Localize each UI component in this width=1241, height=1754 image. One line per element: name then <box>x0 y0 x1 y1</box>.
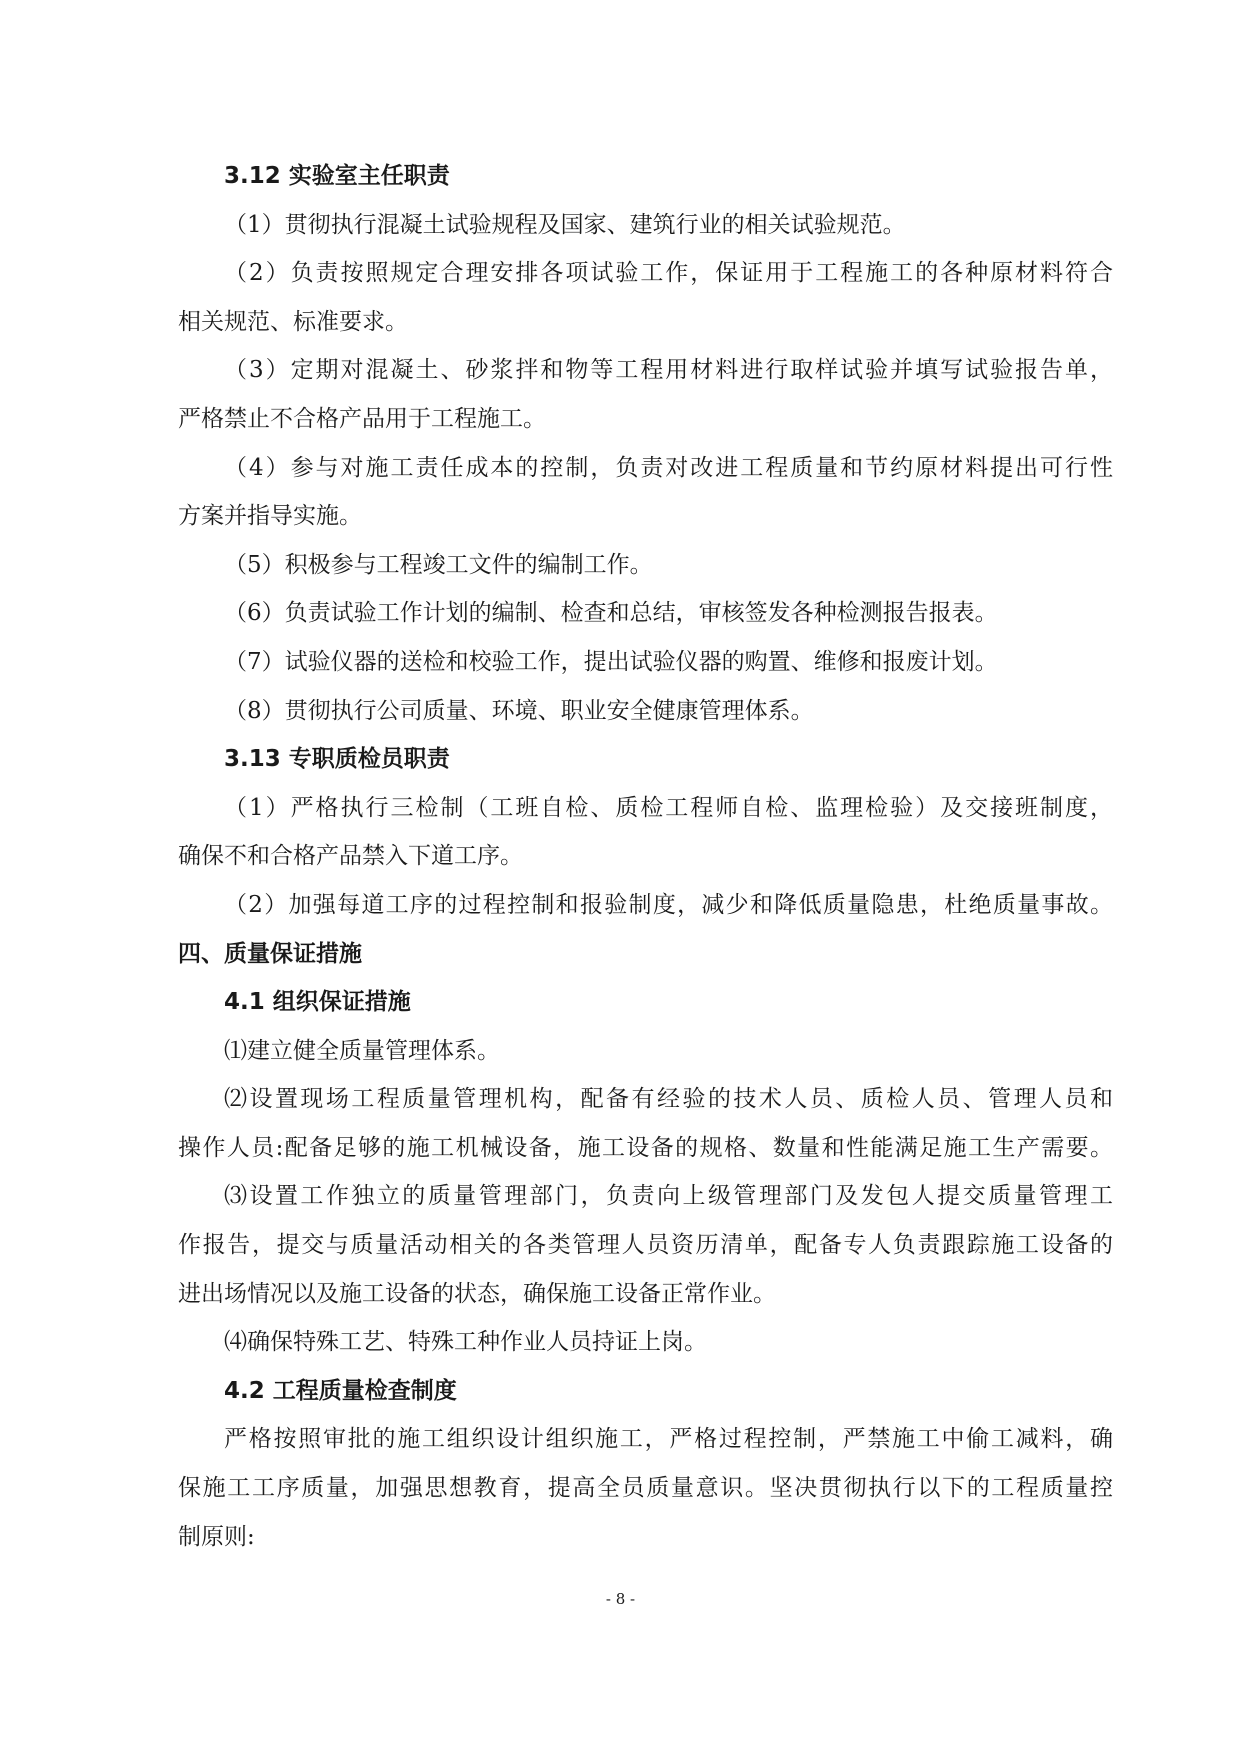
section-heading: 四、质量保证措施 <box>178 940 362 967</box>
text-line: 操作人员:配备足够的施工机械设备，施工设备的规格、数量和性能满足施工生产需要。 <box>178 1134 1113 1161</box>
text-line: （4）参与对施工责任成本的控制，负责对改进工程质量和节约原材料提出可行性 <box>224 454 1113 481</box>
text-line: 相关规范、标准要求。 <box>178 308 408 335</box>
text-line: 方案并指导实施。 <box>178 503 362 530</box>
document-body <box>178 152 1113 1561</box>
text-line: （2）加强每道工序的过程控制和报验制度，减少和降低质量隐患，杜绝质量事故。 <box>224 891 1113 918</box>
section-heading: 4.2 工程质量检查制度 <box>224 1377 457 1404</box>
text-line: （2）负责按照规定合理安排各项试验工作，保证用于工程施工的各种原材料符合 <box>224 260 1113 287</box>
text-line: 确保不和合格产品禁入下道工序。 <box>178 843 523 870</box>
text-line: ⑷确保特殊工艺、特殊工种作业人员持证上岗。 <box>224 1329 707 1356</box>
text-line: 保施工工序质量，加强思想教育，提高全员质量意识。坚决贯彻执行以下的工程质量控 <box>178 1475 1113 1502</box>
text-line: （8）贯彻执行公司质量、环境、职业安全健康管理体系。 <box>224 697 814 724</box>
text-line: （1）贯彻执行混凝土试验规程及国家、建筑行业的相关试验规范。 <box>224 211 906 238</box>
section-heading: 3.13 专职质检员职责 <box>224 746 450 773</box>
text-line: （6）负责试验工作计划的编制、检查和总结，审核签发各种检测报告报表。 <box>224 600 998 627</box>
section-heading: 3.12 实验室主任职责 <box>224 163 450 189</box>
text-line: ⑶设置工作独立的质量管理部门，负责向上级管理部门及发包人提交质量管理工 <box>224 1183 1113 1210</box>
text-line: （1）严格执行三检制（工班自检、质检工程师自检、监理检验）及交接班制度， <box>224 794 1113 821</box>
text-line: （7）试验仪器的送检和校验工作，提出试验仪器的购置、维修和报废计划。 <box>224 648 998 675</box>
section-heading: 4.1 组织保证措施 <box>224 989 411 1016</box>
text-line: （3）定期对混凝土、砂浆拌和物等工程用材料进行取样试验并填写试验报告单， <box>224 357 1113 384</box>
text-line: ⑵设置现场工程质量管理机构，配备有经验的技术人员、质检人员、管理人员和 <box>224 1086 1113 1113</box>
text-line: （5）积极参与工程竣工文件的编制工作。 <box>224 551 653 578</box>
text-line: 进出场情况以及施工设备的状态，确保施工设备正常作业。 <box>178 1280 776 1307</box>
text-line: 作报告，提交与质量活动相关的各类管理人员资历清单，配备专人负责跟踪施工设备的 <box>178 1232 1113 1259</box>
text-line: ⑴建立健全质量管理体系。 <box>224 1037 500 1064</box>
text-line: 严格按照审批的施工组织设计组织施工，严格过程控制，严禁施工中偷工减料，确 <box>224 1426 1113 1453</box>
text-line: 严格禁止不合格产品用于工程施工。 <box>178 405 546 432</box>
text-line: 制原则: <box>178 1523 255 1550</box>
page-number: - 8 - <box>605 1590 636 1608</box>
